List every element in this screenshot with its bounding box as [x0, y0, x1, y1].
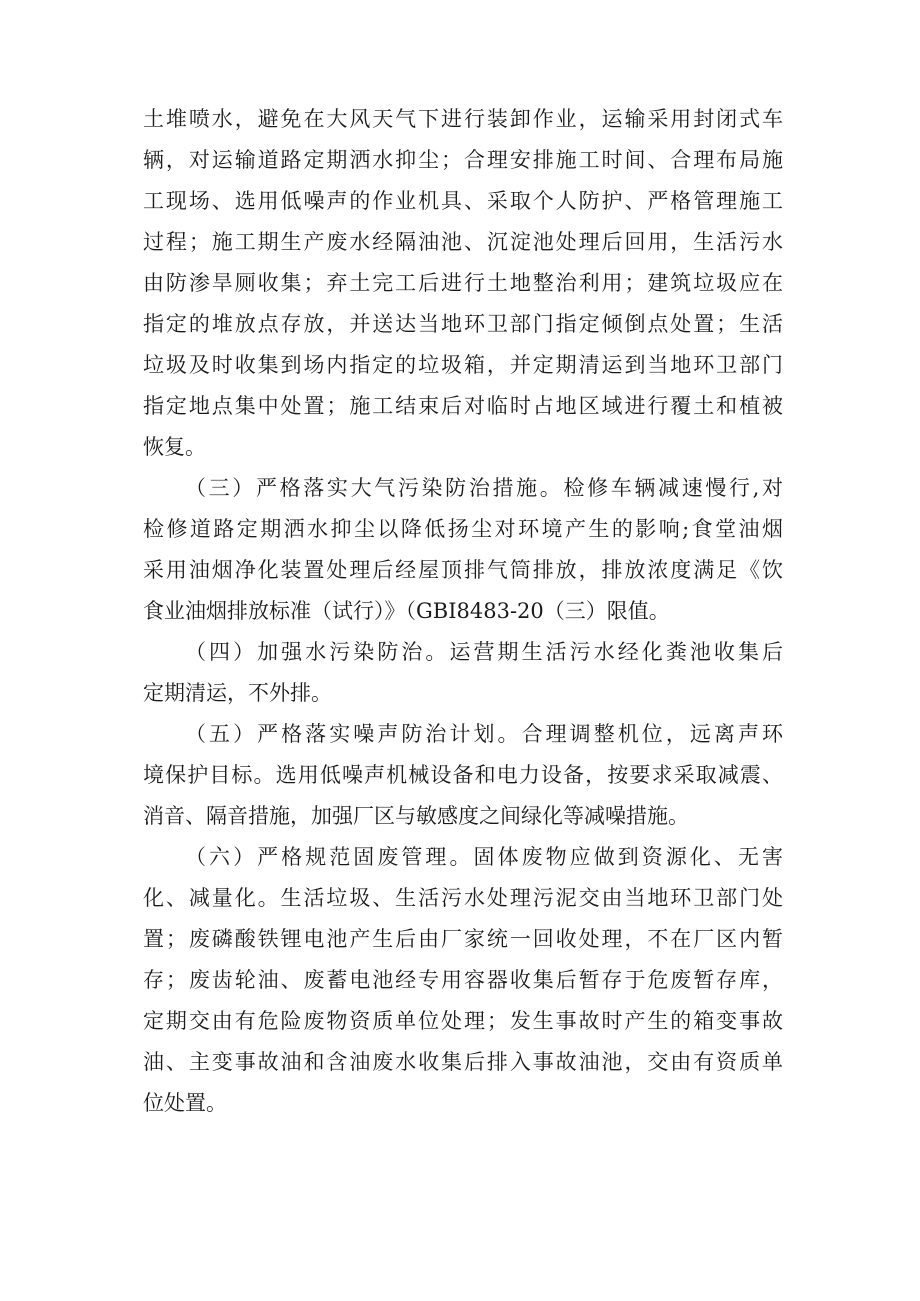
- text-line: 存；废齿轮油、废蓄电池经专用容器收集后暂存于危废暂存库，: [143, 968, 783, 992]
- text-line: 消音、隔音措施，加强厂区与敏感度之间绿化等减噪措施。: [143, 804, 689, 828]
- text-line: 过程；施工期生产废水经隔油池、沉淀池处理后回用，生活污水: [143, 230, 783, 254]
- text-line: 土堆喷水，避免在大风天气下进行装卸作业，运输采用封闭式车: [143, 107, 783, 131]
- text-line: 恢复。: [143, 435, 206, 459]
- text-line: 指定地点集中处置；施工结束后对临时占地区域进行覆土和植被: [143, 394, 783, 418]
- text-line: 定期交由有危险废物资质单位处理；发生事故时产生的箱变事故: [143, 1009, 783, 1033]
- text-line: 化、减量化。生活垃圾、生活污水处理污泥交由当地环卫部门处: [143, 886, 783, 910]
- paragraph-first-line: （三）严格落实大气污染防治措施。检修车辆减速慢行,对: [185, 476, 783, 500]
- text-line: 指定的堆放点存放，并送达当地环卫部门指定倾倒点处置；生活: [143, 312, 783, 336]
- text-line: 位处置。: [143, 1091, 227, 1115]
- text-line: 食业油烟排放标准（试行）》（GBI8483-20（三）限值。: [143, 599, 670, 623]
- text-line: 垃圾及时收集到场内指定的垃圾箱，并定期清运到当地环卫部门: [143, 353, 783, 377]
- text-line: 置；废磷酸铁锂电池产生后由厂家统一回收处理，不在厂区内暂: [143, 927, 783, 951]
- text-line: 油、主变事故油和含油废水收集后排入事故油池，交由有资质单: [143, 1050, 783, 1074]
- text-line: 检修道路定期洒水抑尘以降低扬尘对环境产生的影响;食堂油烟: [143, 517, 783, 541]
- document-body: [143, 99, 783, 1124]
- text-line: 定期清运，不外排。: [143, 681, 332, 705]
- text-line: 境保护目标。选用低噪声机械设备和电力设备，按要求采取减震、: [143, 763, 783, 787]
- text-line: 由防渗旱厕收集；弃土完工后进行土地整治利用；建筑垃圾应在: [143, 271, 783, 295]
- paragraph-first-line: （四）加强水污染防治。运营期生活污水经化粪池收集后: [185, 640, 783, 664]
- paragraph-first-line: （六）严格规范固废管理。固体废物应做到资源化、无害: [185, 845, 783, 869]
- text-line: 采用油烟净化装置处理后经屋顶排气筒排放，排放浓度满足《饮: [143, 558, 783, 582]
- paragraph-first-line: （五）严格落实噪声防治计划。合理调整机位，远离声环: [185, 722, 783, 746]
- text-line: 工现场、选用低噪声的作业机具、采取个人防护、严格管理施工: [143, 189, 783, 213]
- text-line: 辆，对运输道路定期洒水抑尘；合理安排施工时间、合理布局施: [143, 148, 783, 172]
